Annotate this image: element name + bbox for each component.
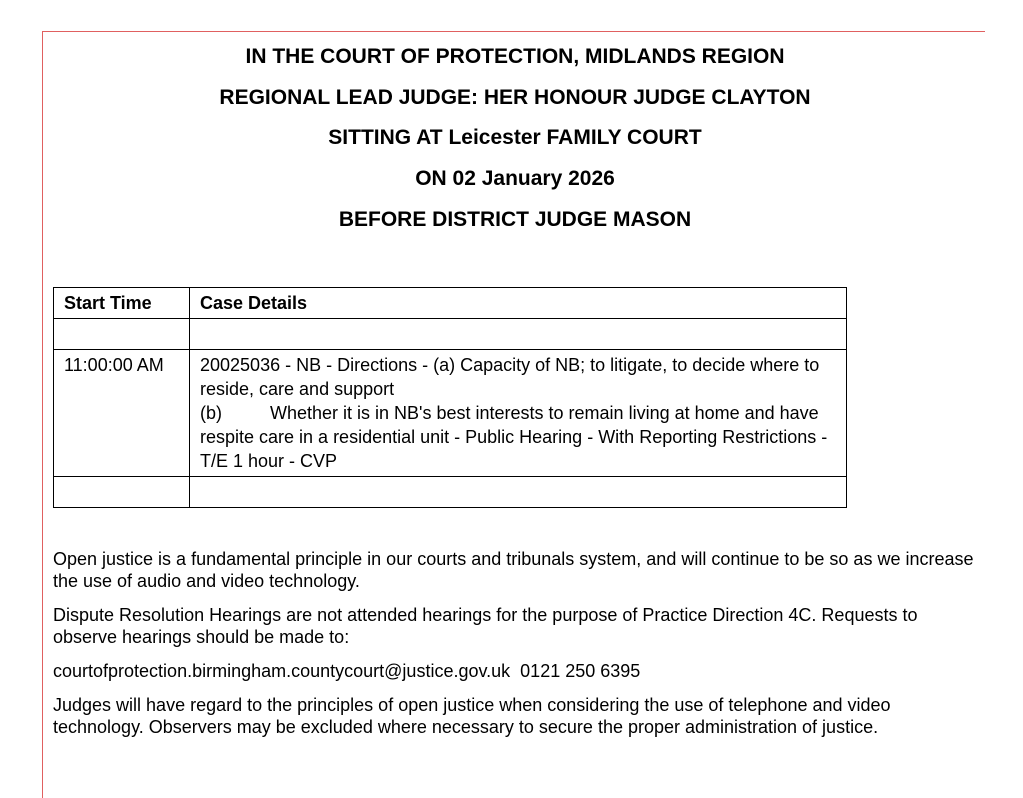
dispute-resolution-note: Dispute Resolution Hearings are not attended hearings for the purpose of Practice Direction 4C. Requests to observe hearings should be made to: bbox=[53, 605, 918, 647]
hearing-list-table bbox=[53, 287, 847, 508]
court-title: IN THE COURT OF PROTECTION, MIDLANDS REGION bbox=[245, 45, 785, 68]
contact-line bbox=[53, 660, 983, 682]
presiding-judge: BEFORE DISTRICT JUDGE MASON bbox=[338, 208, 692, 231]
case-details-part-b-text: Whether it is in NB's best interests to remain living at home and have respite care in a residential unit - Public Hearing - With Reporting Restrictions - T/E 1 hour - CVP bbox=[200, 403, 828, 471]
case-details-part-b bbox=[200, 401, 836, 473]
case-details-cell bbox=[190, 350, 847, 477]
case-details-part-a: 20025036 - NB - Directions - (a) Capacity of NB; to litigate, to decide where to reside, care and support bbox=[200, 355, 820, 399]
empty-cell bbox=[190, 319, 847, 350]
table-row bbox=[54, 350, 847, 477]
contact-phone: 0121 250 6395 bbox=[520, 661, 641, 681]
table-row-empty bbox=[54, 319, 847, 350]
regional-lead-judge: REGIONAL LEAD JUDGE: HER HONOUR JUDGE CLAYTON bbox=[219, 86, 811, 109]
table-header-row bbox=[54, 288, 847, 319]
open-justice-note: Open justice is a fundamental principle in our courts and tribunals system, and will continue to be so as we increase the use of audio and video technology. bbox=[53, 549, 974, 591]
sitting-location: SITTING AT Leicester FAMILY COURT bbox=[328, 126, 702, 149]
table-row-empty bbox=[54, 477, 847, 508]
sitting-date: ON 02 January 2026 bbox=[415, 167, 615, 190]
case-details-part-b-label: (b) bbox=[200, 403, 222, 423]
contact-email: courtofprotection.birmingham.countycourt@justice.gov.uk bbox=[53, 661, 511, 681]
judges-regard-note: Judges will have regard to the principles of open justice when considering the use of telephone and video technology. Observers may be excluded where necessary to secure the proper administration of justice. bbox=[53, 695, 891, 737]
empty-cell bbox=[190, 477, 847, 508]
notes-section bbox=[53, 548, 983, 750]
column-header-case-details: Case Details bbox=[190, 288, 847, 319]
column-header-start-time: Start Time bbox=[54, 288, 190, 319]
empty-cell bbox=[54, 477, 190, 508]
start-time-cell: 11:00:00 AM bbox=[54, 350, 190, 477]
page-border-top bbox=[42, 31, 985, 32]
empty-cell bbox=[54, 319, 190, 350]
